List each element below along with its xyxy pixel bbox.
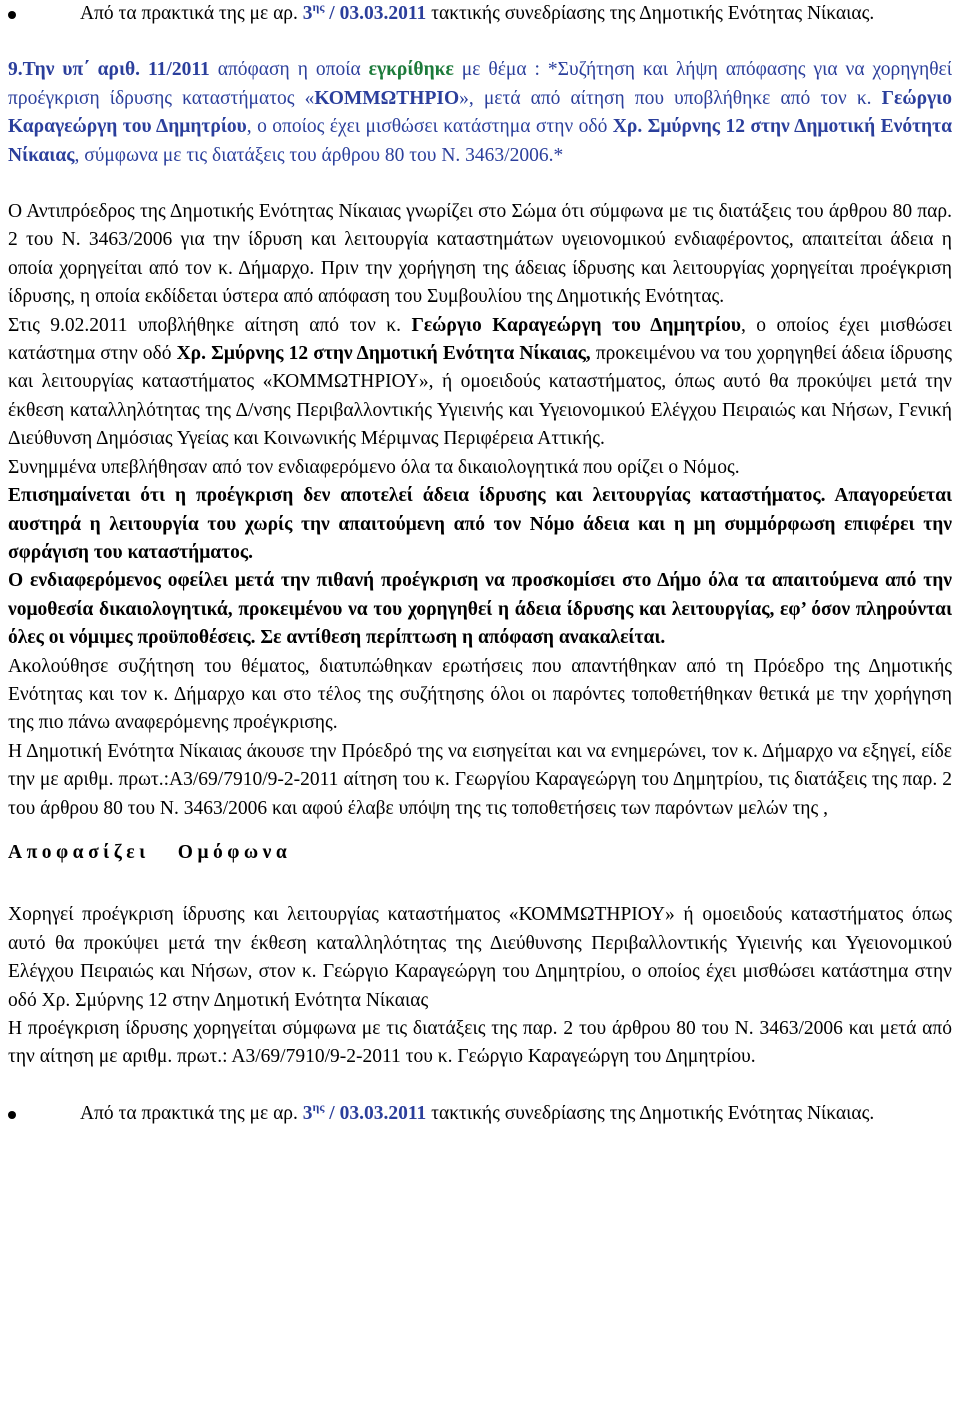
decision-paragraph-2: Η προέγκριση ίδρυσης χορηγείται σύμφωνα με τις διατάξεις της παρ. 2 του άρθρου 80 του Ν. 3463/2006 και μετά από την αίτηση με αριθμ. πρωτ.: Α3/69/7910/9-2-2011 του κ. Γεώργιο Καραγεώργη του Δημητρίου. bbox=[8, 1018, 952, 1068]
intro-paragraph bbox=[8, 0, 952, 28]
spacer bbox=[8, 1072, 952, 1100]
decision-heading: Αποφασίζει Ομόφωνα bbox=[8, 841, 292, 863]
item-approved: εγκρίθηκε bbox=[368, 59, 454, 81]
document-page bbox=[8, 0, 952, 1128]
item-shop: ΚΟΜΜΩΤΗΡΙΟ bbox=[314, 87, 460, 109]
outro-post: τακτικής συνεδρίασης της Δημοτικής Ενότητας Νίκαιας. bbox=[426, 1102, 875, 1124]
intro-num: $3^{\eta\varsigma} / 03.03.2011$ bbox=[302, 0, 427, 24]
body-paragraph-4: Επισημαίνεται ότι η προέγκριση δεν αποτελεί άδεια ίδρυσης και λειτουργίας καταστήματος. Απαγορεύεται αυστηρά η λειτουργία του χωρίς την απαιτούμενη από τον Νόμο άδεια και η μη συμμόρφωση επιφέρει την σφράγιση του καταστήματος. bbox=[8, 485, 952, 563]
intro-post: τακτικής συνεδρίασης της Δημοτικής Ενότητας Νίκαιας. bbox=[426, 3, 875, 24]
item-text-3: », μετά από αίτηση που υποβλήθηκε από τον κ. bbox=[459, 87, 882, 109]
outro-pre: Από τα πρακτικά της με αρ. bbox=[80, 1102, 303, 1124]
body-paragraph-5: Ο ενδιαφερόμενος οφείλει μετά την πιθανή προέγκριση να προσκομίσει στο Δήμο όλα τα απαιτούμενα από την νομοθεσία δικαιολογητικά, προκειμένου να του χορηγηθεί η άδεια ίδρυσης και λειτουργίας, εφ’ όσον πληρούνται όλες οι νόμιμες προϋποθέσεις. Σε αντίθεση περίπτωση η απόφαση ανακαλείται. bbox=[8, 570, 952, 649]
item-text-1: απόφαση η οποία bbox=[209, 59, 369, 81]
intro-pre: Από τα πρακτικά της με αρ. bbox=[80, 3, 303, 24]
item-street: Χρ. Σμύρνης 12 στην Δημοτική Ενότητα Νίκαιας bbox=[8, 116, 953, 166]
body-paragraph-6: Ακολούθησε συζήτηση του θέματος, διατυπώθηκαν ερωτήσεις που απαντήθηκαν από τη Πρόεδρο της Δημοτικής Ενότητας και τον κ. Δήμαρχο και στο τέλος της συζήτησης όλοι οι παρόντες τοποθετήθηκαν θετικά με την χορήγηση της πιο πάνω αναφερόμενης προέγκρισης. bbox=[8, 655, 952, 734]
outro-num: $3^{\eta\varsigma} / 03.03.2011$ bbox=[302, 1099, 427, 1124]
item-text-5: , σύμφωνα με τις διατάξεις του άρθρου 80 του Ν. 3463/2006.* bbox=[74, 144, 564, 166]
decision-paragraph-1: Χορηγεί προέγκριση ίδρυσης και λειτουργίας καταστήματος «ΚΟΜΜΩΤΗΡΙΟΥ» ή ομοειδούς καταστήματος όπως αυτό θα προκύψει μετά την έκθεση καταλληλότητας της Διεύθυνσης Περιβαλλοντικής Υγιεινής και Υγειονομικού Ελέγχου Πειραιώς και Νήσων, στον κ. Γεώργιο Καραγεώργη του Δημητρίου, ο οποίος έχει μισθώσει κατάστημα στην οδό Χρ. Σμύρνης 12 στην Δημοτική Ενότητα Νίκαιας bbox=[8, 904, 952, 1011]
outro-paragraph bbox=[8, 1100, 952, 1128]
item-person: Γεώργιο Καραγεώργη του Δημητρίου bbox=[8, 87, 952, 138]
item-paragraph bbox=[8, 56, 952, 170]
bullet-icon bbox=[8, 1111, 16, 1119]
body-paragraph-2: Στις 9.02.2011 υποβλήθηκε αίτηση από τον κ. Γεώργιο Καραγεώργη του Δημητρίου, ο οποίος έχει μισθώσει κατάστημα στην οδό Χρ. Σμύρνης 12 στην Δημοτική Ενότητα Νίκαιας, προκειμένου να του χορηγηθεί άδεια ίδρυσης και λειτουργίας καταστήματος «ΚΟΜΜΩΤΗΡΙΟΥ», ή ομοειδούς καταστήματος, όπως αυτό θα προκύψει μετά την έκθεση καταλληλότητας της Δ/νσης Περιβαλλοντικής Υγιεινής και Υγειονομικού Ελέγχου Πειραιώς και Νήσων, Γενική Διεύθυνση Δημόσιας Υγείας και Κοινωνικής Μέριμνας Περιφέρεια Αττικής. bbox=[8, 314, 952, 450]
spacer bbox=[8, 170, 952, 198]
item-number: 9.Την υπ΄ αριθ. bbox=[8, 59, 141, 81]
item-text-4: , ο οποίος έχει μισθώσει κατάστημα στην οδό bbox=[246, 116, 613, 138]
item-text-2: με θέμα : *Συζήτηση και λήψη απόφασης για να χορηγηθεί προέγκριση ίδρυσης καταστήματος « bbox=[8, 59, 952, 109]
body-paragraph-1: Ο Αντιπρόεδρος της Δημοτικής Ενότητας Νίκαιας γνωρίζει στο Σώμα ότι σύμφωνα με τις διατάξεις του άρθρου 80 παρ. 2 του Ν. 3463/2006 για την ίδρυση και λειτουργία καταστημάτων υγειονομικού ενδιαφέροντος, απαιτείται άδεια η οποία χορηγείται από τον κ. Δήμαρχο. Πριν την χορήγηση της άδειας ίδρυσης και λειτουργίας χορηγείται προέγκριση ίδρυσης, η οποία εκδίδεται ύστερα από απόφαση του Συμβουλίου της Δημοτικής Ενότητας. bbox=[8, 201, 952, 308]
body-paragraph-3: Συνημμένα υπεβλήθησαν από τον ενδιαφερόμενο όλα τα δικαιολογητικά που ορίζει ο Νόμος. bbox=[8, 456, 740, 478]
body-paragraph-7: Η Δημοτική Ενότητα Νίκαιας άκουσε την Πρόεδρό της να εισηγείται και να ενημερώνει, τον κ. Δήμαρχο να εξηγεί, είδε την με αριθμ. πρωτ.:Α3/69/7910/9-2-2011 αίτηση του κ. Γεωργίου Καραγεώργη του Δημητρίου, τις διατάξεις της παρ. 2 του άρθρου 80 του Ν. 3463/2006 και αφού έλαβε υπόψη της τις τοποθετήσεις των παρόντων μελών της , bbox=[8, 740, 952, 819]
item-decision: 11/2011 bbox=[140, 59, 210, 81]
bullet-icon bbox=[8, 11, 16, 19]
spacer bbox=[8, 28, 952, 56]
